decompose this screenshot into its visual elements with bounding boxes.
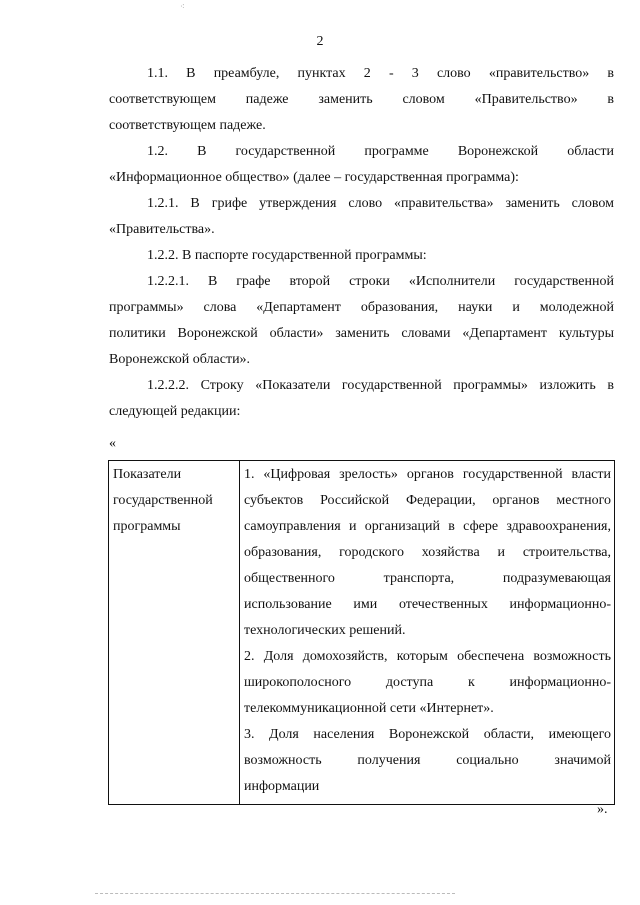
closing-quote-mark: ». <box>597 802 608 817</box>
program-indicators-table <box>108 460 615 805</box>
indicator-line: широкополосного доступа к информационно- <box>244 675 611 690</box>
indicators-label-line: Показатели <box>113 467 182 482</box>
p-1-2-2-1-line: Воронежской области». <box>109 352 251 367</box>
scan-artifact-mark: ⁖ <box>180 2 185 11</box>
p-1-2-1-line: 1.2.1. В грифе утверждения слово «правительства» заменить словом <box>147 196 614 211</box>
indicator-line: субъектов Российской Федерации, органов местного <box>244 493 611 508</box>
p-1-2-2-line: 1.2.2. В паспорте государственной программы: <box>147 248 427 263</box>
indicators-label-line: программы <box>113 519 181 534</box>
indicator-line: самоуправления и организаций в сфере здравоохранения, <box>244 519 611 534</box>
indicator-line: общественного транспорта, подразумевающая <box>244 571 611 586</box>
p-1-2-line: «Информационное общество» (далее – государственная программа): <box>109 170 519 185</box>
p-1-2-line: 1.2. В государственной программе Воронежской области <box>147 144 614 159</box>
p-1-2-2-2-line: следующей редакции: <box>109 404 241 419</box>
scan-artifact-line <box>95 893 455 895</box>
page-number: 2 <box>316 34 324 49</box>
indicator-line: образования, городского хозяйства и строительства, <box>244 545 611 560</box>
p-1-1-line: соответствующем падеже заменить словом «Правительство» в <box>109 92 614 107</box>
p-1-2-2-2-line: 1.2.2.2. Строку «Показатели государственной программы» изложить в <box>147 378 614 393</box>
p-1-2-1-line: «Правительства». <box>109 222 215 237</box>
indicators-content-cell <box>240 461 615 805</box>
opening-quote-mark: « <box>109 436 116 451</box>
indicator-line: использование ими отечественных информационно- <box>244 597 611 612</box>
indicators-label-cell <box>109 461 240 805</box>
indicator-line: возможность получения социально значимой <box>244 753 611 768</box>
document-body <box>109 61 614 425</box>
indicator-line: 1. «Цифровая зрелость» органов государственной власти <box>244 467 611 482</box>
indicator-line: телекоммуникационной сети «Интернет». <box>244 701 494 716</box>
indicator-line: 3. Доля населения Воронежской области, имеющего <box>244 727 611 742</box>
indicators-label-line: государственной <box>113 493 213 508</box>
p-1-1-line: соответствующем падеже. <box>109 118 266 133</box>
indicator-line: информации <box>244 779 320 794</box>
p-1-2-2-1-line: политики Воронежской области» заменить словами «Департамент культуры <box>109 326 614 341</box>
indicator-line: 2. Доля домохозяйств, которым обеспечена возможность <box>244 649 611 664</box>
table-row <box>109 461 615 805</box>
p-1-2-2-1-line: программы» слова «Департамент образования, науки и молодежной <box>109 300 614 315</box>
p-1-1-line: 1.1. В преамбуле, пунктах 2 - 3 слово «правительство» в <box>147 66 614 81</box>
indicator-line: технологических решений. <box>244 623 406 638</box>
p-1-2-2-1-line: 1.2.2.1. В графе второй строки «Исполнители государственной <box>147 274 614 289</box>
